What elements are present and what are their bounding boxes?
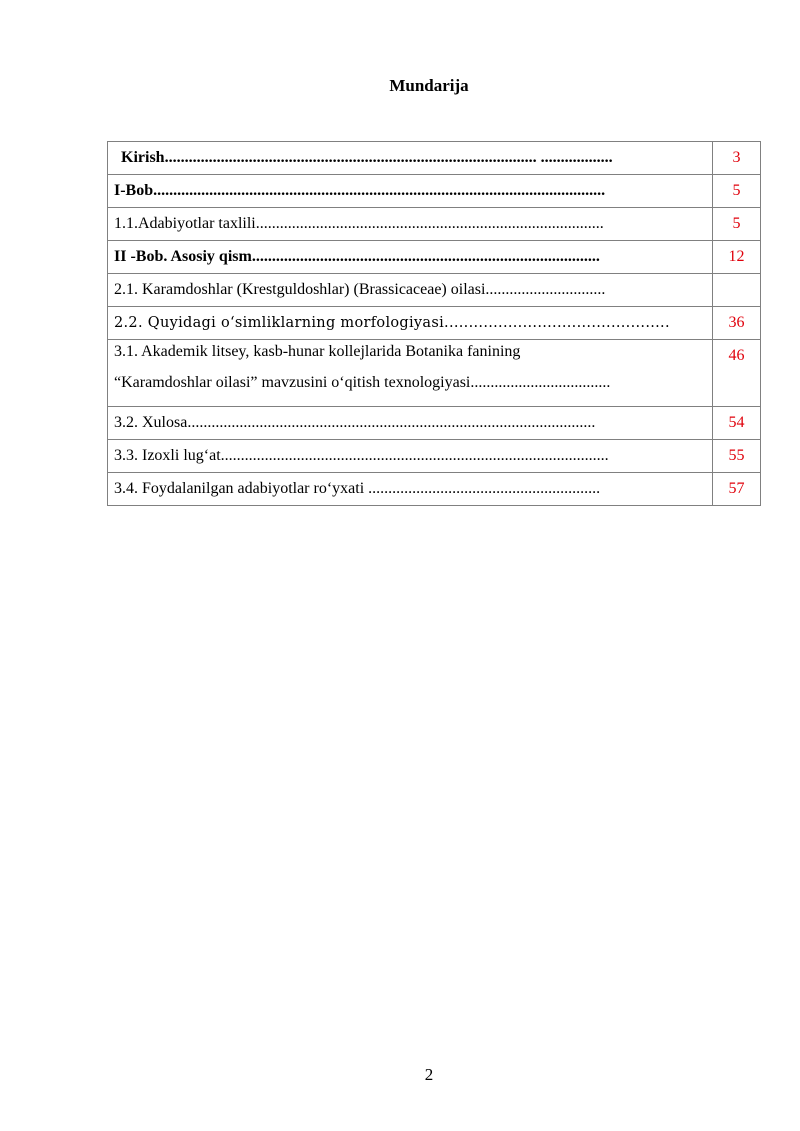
table-of-contents (107, 141, 761, 506)
toc-row (108, 473, 761, 506)
toc-entry-text: 2.2. Quyidagi o‘simliklarning morfologiyasi.............................................. (108, 307, 713, 340)
toc-row (108, 340, 761, 407)
toc-page-number (713, 274, 761, 307)
page-number: 2 (424, 1065, 434, 1084)
toc-row (108, 274, 761, 307)
toc-entry-text: 2.1. Karamdoshlar (Krestguldoshlar) (Brassicaceae) oilasi.............................. (108, 274, 713, 307)
toc-row (108, 307, 761, 340)
toc-page-number: 55 (713, 440, 761, 473)
toc-page-number: 3 (713, 142, 761, 175)
toc-row (108, 208, 761, 241)
toc-page-number: 57 (713, 473, 761, 506)
toc-entry-text: 3.2. Xulosa...................................................................................................... (108, 407, 713, 440)
toc-row (108, 440, 761, 473)
toc-page-number: 46 (713, 340, 761, 407)
toc-row (108, 142, 761, 175)
toc-entry-line-1: 3.1. Akademik litsey, kasb-hunar kollejlarida Botanika fanining (114, 343, 521, 360)
toc-entry-text: 3.3. Izoxli lug‘at................................................................................................. (108, 440, 713, 473)
toc-page-number: 54 (713, 407, 761, 440)
toc-page-number: 12 (713, 241, 761, 274)
toc-row (108, 407, 761, 440)
toc-entry-text: 1.1.Adabiyotlar taxlili....................................................................................... (108, 208, 713, 241)
toc-row (108, 175, 761, 208)
toc-page-number: 5 (713, 175, 761, 208)
toc-page-number: 5 (713, 208, 761, 241)
toc-entry-text: I-Bob................................................................................................................. (108, 175, 713, 208)
toc-page-number: 36 (713, 307, 761, 340)
toc-entry-text: II -Bob. Asosiy qism....................................................................................... (108, 241, 713, 274)
toc-entry-text (108, 340, 713, 407)
document-title: Mundarija (389, 76, 469, 95)
toc-entry-text: Kirish............................................................................................. .................. (108, 142, 713, 175)
toc-entry-line-2: “Karamdoshlar oilasi” mavzusini o‘qitish texnologiyasi................................... (114, 374, 611, 391)
toc-entry-text: 3.4. Foydalanilgan adabiyotlar ro‘yxati .......................................................... (108, 473, 713, 506)
toc-row (108, 241, 761, 274)
